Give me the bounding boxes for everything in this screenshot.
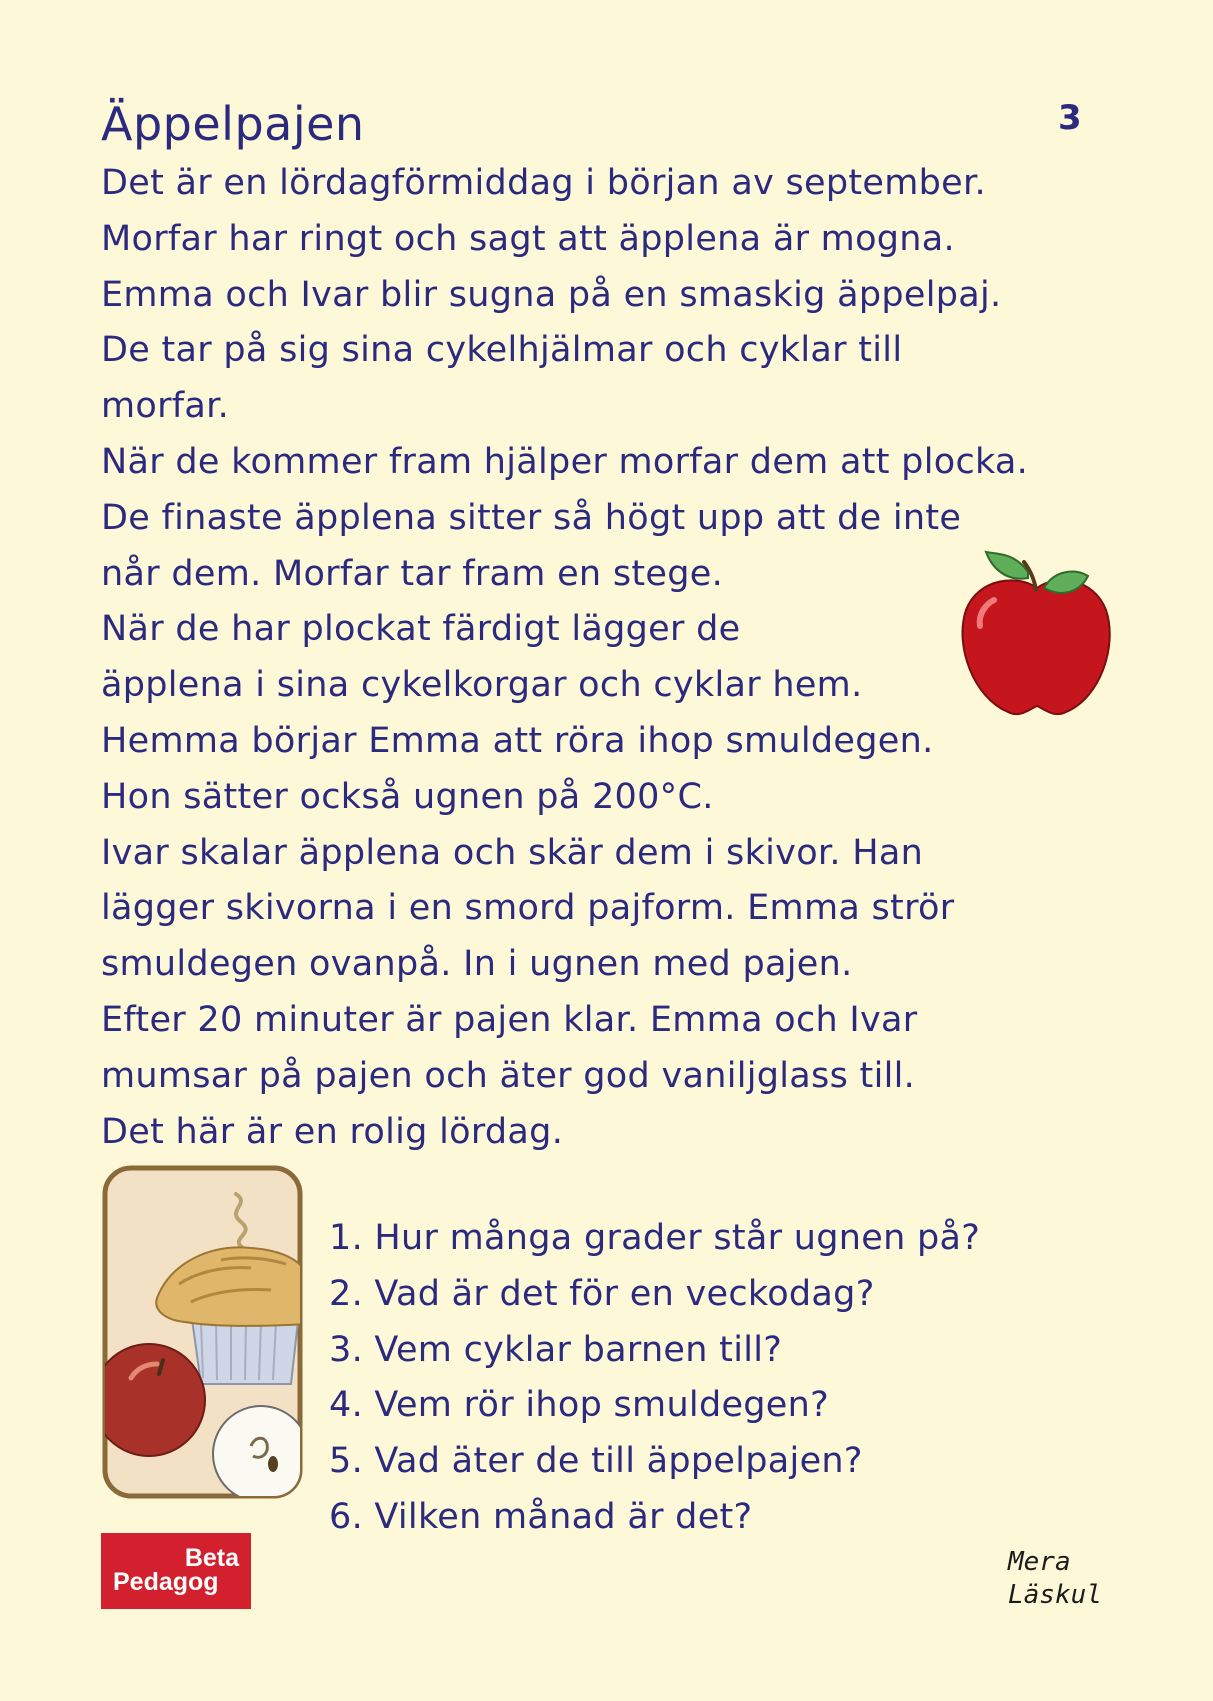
story-line: De finaste äpplena sitter så högt upp att de inte: [101, 497, 962, 538]
story-line: Det är en lördagförmiddag i början av september.: [101, 163, 986, 203]
series-brand-line-1: Mera: [1008, 1547, 1071, 1577]
question-item: 6. Vilken månad är det?: [329, 1496, 753, 1537]
question-item: 5. Vad äter de till äppelpajen?: [329, 1441, 863, 1482]
story-line: Ivar skalar äpplena och skär dem i skivor. Han: [101, 832, 924, 873]
apple-icon: [958, 548, 1116, 720]
story-line: Emma och Ivar blir sugna på en smaskig äppelpaj.: [101, 274, 1002, 315]
question-item: 2. Vad är det för en veckodag?: [329, 1273, 875, 1314]
apple-pie-illustration: [101, 1164, 304, 1500]
story-line: Hemma börjar Emma att röra ihop smuldegen.: [101, 720, 934, 761]
logo-line-2: Pedagog: [113, 1568, 219, 1596]
story-line: De tar på sig sina cykelhjälmar och cyklar till: [101, 330, 903, 371]
page-title: Äppelpajen: [101, 97, 365, 151]
story-line: når dem. Morfar tar fram en stege.: [101, 553, 723, 594]
story-line: lägger skivorna i en smord pajform. Emma strör: [101, 888, 955, 929]
question-list: [329, 1211, 980, 1546]
story-line: äpplena i sina cykelkorgar och cyklar hem.: [101, 665, 863, 706]
story-line: Efter 20 minuter är pajen klar. Emma och Ivar: [101, 999, 918, 1040]
story-line: mumsar på pajen och äter god vaniljglass till.: [101, 1055, 916, 1096]
series-brand-line-2: Läskul: [1008, 1580, 1102, 1610]
story-line: Hon sätter också ugnen på 200°C.: [101, 776, 714, 817]
question-item: 3. Vem cyklar barnen till?: [329, 1329, 783, 1370]
beta-pedagog-logo: [101, 1533, 251, 1609]
question-item: 1. Hur många grader står ugnen på?: [329, 1218, 981, 1258]
story-line: morfar.: [101, 386, 230, 427]
question-item: 4. Vem rör ihop smuldegen?: [329, 1385, 830, 1426]
series-brand: [1008, 1546, 1102, 1612]
story-line: Det här är en rolig lördag.: [101, 1111, 564, 1152]
story-line: När de kommer fram hjälper morfar dem att plocka.: [101, 441, 1029, 482]
story-line: Morfar har ringt och sagt att äpplena är mogna.: [101, 218, 955, 259]
story-line: När de har plockat färdigt lägger de: [101, 609, 741, 650]
logo-line-1: Beta: [184, 1544, 239, 1572]
page-number: 3: [1058, 98, 1082, 138]
story-line: smuldegen ovanpå. In i ugnen med pajen.: [101, 944, 853, 985]
